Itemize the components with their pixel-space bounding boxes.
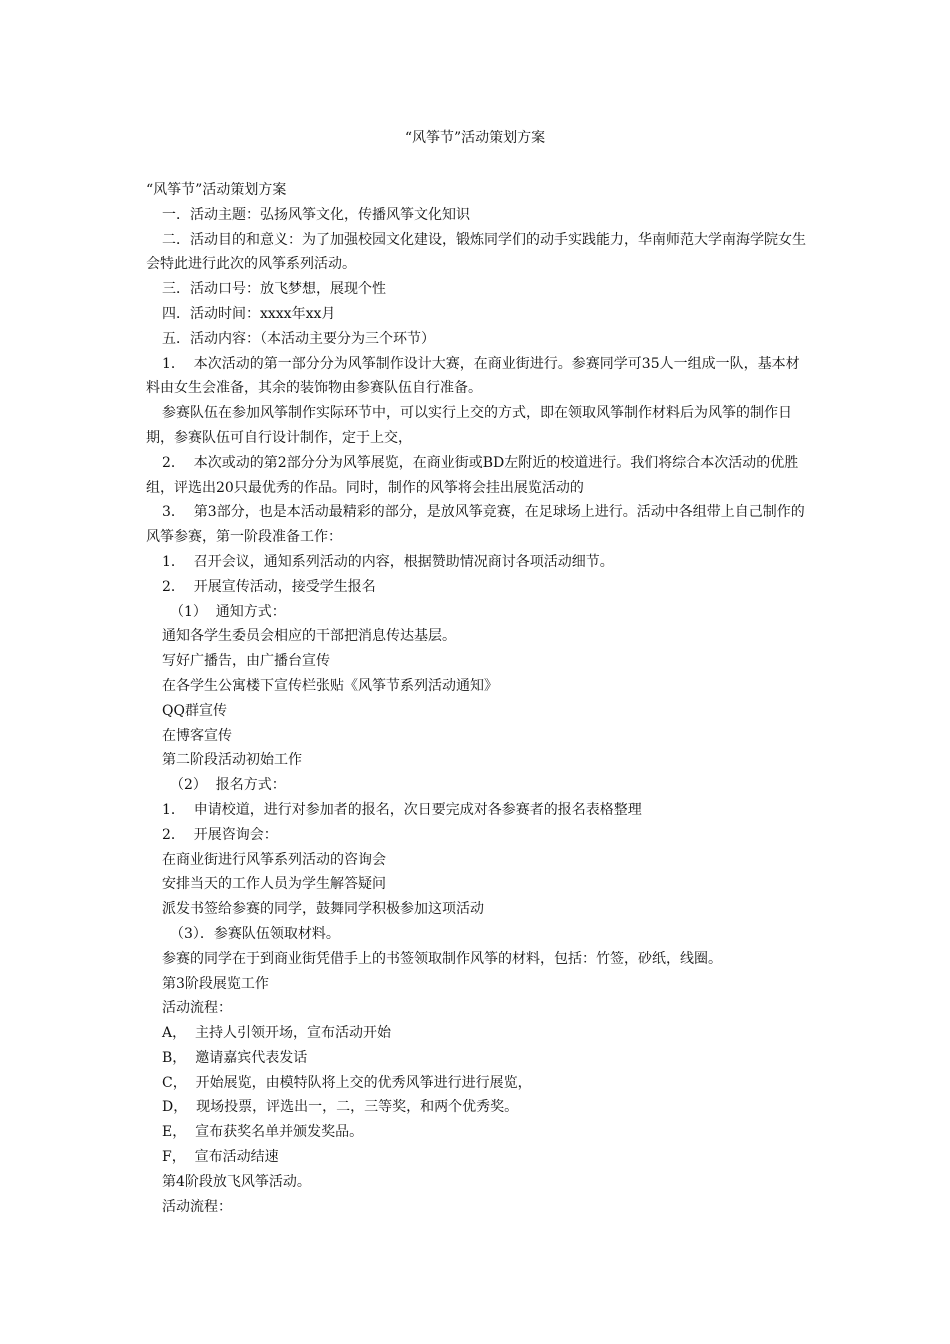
content-part-1: 1． 本次活动的第一部分分为风筝制作设计大赛，在商业街进行。参赛同学可35人一组成一队，基本材料由女生会准备，其余的装饰物由参赛队伍自行准备。 xyxy=(146,355,800,397)
list-item: 写好广播告，由广播台宣传 xyxy=(162,653,330,670)
list-item: 1． 申请校道，进行对参加者的报名，次日要完成对各参赛者的报名表格整理 xyxy=(162,801,642,818)
signup-method-heading: （2） 报名方式： xyxy=(170,777,286,794)
stage-4-heading: 第4阶段放飞风筝活动。 xyxy=(162,1173,311,1190)
stage-2-heading: 第二阶段活动初始工作 xyxy=(162,752,302,769)
process-step: D， 现场投票，评选出一，二，三等奖，和两个优秀奖。 xyxy=(162,1099,519,1116)
content-part-3: 3． 第3部分，也是本活动最精彩的部分，是放风筝竞赛，在足球场上进行。活动中各组带上自己制作的风筝参赛，第一阶段准备工作： xyxy=(146,504,805,546)
list-item: 参赛的同学在于到商业街凭借手上的书签领取制作风筝的材料，包括：竹签，砂纸，线圈。 xyxy=(162,950,722,967)
materials-heading: （3）．参赛队伍领取材料。 xyxy=(170,925,340,942)
list-item: 安排当天的工作人员为学生解答疑问 xyxy=(162,876,386,893)
list-item: 派发书签给参赛的同学，鼓舞同学积极参加这项活动 xyxy=(162,901,484,918)
section-purpose: 二．活动目的和意义：为了加强校园文化建设，锻炼同学们的动手实践能力，华南师范大学南海学院女生会特此进行此次的风筝系列活动。 xyxy=(146,231,806,273)
stage-3-heading: 第3阶段展览工作 xyxy=(162,975,269,992)
notice-method-heading: （1） 通知方式： xyxy=(170,603,286,620)
list-item: 在各学生公寓楼下宣传栏张贴《风筝节系列活动通知》 xyxy=(162,677,498,694)
prep-step-1: 1． 召开会议，通知系列活动的内容，根据赞助情况商讨各项活动细节。 xyxy=(162,553,614,570)
section-theme: 一．活动主题：弘扬风筝文化，传播风筝文化知识 xyxy=(162,206,470,223)
content-part-1-detail: 参赛队伍在参加风筝制作实际环节中，可以实行上交的方式，即在领取风筝制作材料后为风筝的制作日期，参赛队伍可自行设计制作，定于上交， xyxy=(146,405,792,446)
process-step: A， 主持人引领开场，宣布活动开始 xyxy=(162,1025,392,1042)
section-content: 五．活动内容：（本活动主要分为三个环节） xyxy=(162,330,435,347)
process-step: B， 邀请嘉宾代表发话 xyxy=(162,1049,308,1066)
page-title: “风筝节”活动策划方案 xyxy=(404,130,546,146)
process-heading: 活动流程： xyxy=(162,1000,232,1017)
process-step: C， 开始展览，由模特队将上交的优秀风筝进行进行展览， xyxy=(162,1074,532,1091)
section-slogan: 三．活动口号：放飞梦想，展现个性 xyxy=(162,281,386,298)
list-item: QQ群宣传 xyxy=(162,702,227,719)
prep-step-2: 2． 开展宣传活动，接受学生报名 xyxy=(162,578,376,595)
section-time: 四．活动时间：xxxx年xx月 xyxy=(162,305,336,322)
process-heading: 活动流程： xyxy=(162,1198,232,1215)
list-item: 在商业街进行风筝系列活动的咨询会 xyxy=(162,851,386,868)
process-step: F， 宣布活动结速 xyxy=(162,1149,279,1166)
process-step: E， 宣布获奖名单并颁发奖品。 xyxy=(162,1124,364,1141)
document-body xyxy=(146,178,806,1219)
doc-subtitle: “风筝节”活动策划方案 xyxy=(146,182,287,198)
content-part-2: 2． 本次或动的第2部分分为风筝展览，在商业街或BD左附近的校道进行。我们将综合本次活动的优胜组，评选出20只最优秀的作品。同时，制作的风筝将会挂出展览活动的 xyxy=(146,454,799,496)
list-item: 在博客宣传 xyxy=(162,727,232,744)
list-item: 通知各学生委员会相应的干部把消息传达基层。 xyxy=(162,628,456,645)
list-item: 2． 开展咨询会： xyxy=(162,826,278,843)
